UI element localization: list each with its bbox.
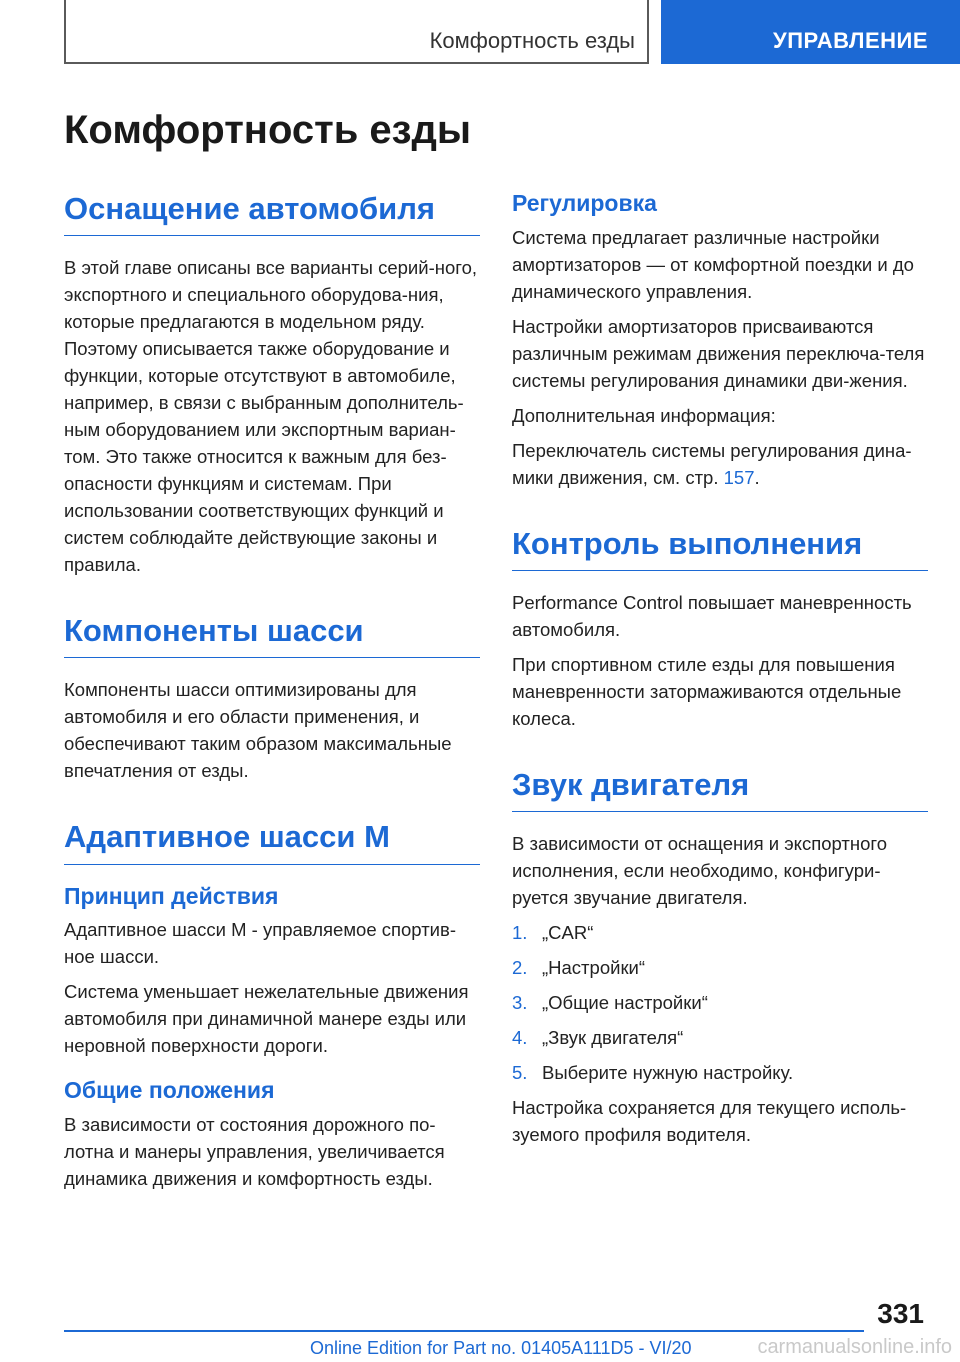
paragraph: При спортивном стиле езды для повышения маневренности затормаживаются отдельные колеса.	[512, 653, 902, 729]
header-chapter-label: УПРАВЛЕНИЕ	[773, 28, 928, 53]
section-title-chassis-components: Компоненты шасси	[64, 612, 480, 658]
paragraph: В зависимости от оснащения и экспортного исполнения, если необходимо, конфигури-руется звучание двигателя.	[512, 832, 888, 908]
list-item	[512, 1024, 928, 1051]
step-text: „CAR“	[542, 921, 594, 943]
list-item	[512, 954, 928, 981]
section-title-adaptive-chassis: Адаптивное шасси M	[64, 818, 480, 864]
paragraph: Настройки амортизаторов присваиваются различным режимам движения переключа-теля системы регулирования динамики дви-жения.	[512, 315, 925, 391]
paragraph-with-link	[512, 437, 928, 491]
step-text: „Общие настройки“	[542, 991, 708, 1013]
section-title-performance-control: Контроль выполнения	[512, 525, 928, 571]
paragraph: В этой главе описаны все варианты серий-ного, экспортного и специального оборудова-ния, которые предлагаются в модельном ряду. Поэтому описывается также оборудование и функции, которые отсутствуют в автомобиле, например, в связи с выбранным дополнитель-ным оборудованием или экспортным вариан-том. Это также относится к важным для без-опасности функциям и системам. При использовании соответствующих функций и систем соблюдайте действующие законы и правила.	[64, 257, 478, 576]
step-number: 4.	[512, 1026, 528, 1048]
header-section-tab	[64, 0, 649, 64]
step-text: „Настройки“	[542, 956, 646, 978]
paragraph: Система уменьшает нежелательные движения автомобиля при динамичной манере езды или неровной поверхности дороги.	[64, 981, 469, 1057]
step-number: 2.	[512, 956, 528, 978]
paragraph: Адаптивное шасси M - управляемое спортив-ное шасси.	[64, 919, 456, 968]
subsection-title-adjustment: Регулировка	[512, 190, 657, 216]
footer-divider	[64, 1330, 864, 1332]
subsection-title-general: Общие положения	[64, 1077, 275, 1104]
step-number: 1.	[512, 921, 528, 943]
right-column	[512, 190, 928, 1156]
paragraph-end: .	[754, 466, 760, 488]
paragraph: Дополнительная информация:	[512, 404, 776, 426]
subsection-title-principle: Принцип действия	[64, 882, 279, 909]
paragraph: Performance Control повышает маневренность автомобиля.	[512, 591, 912, 640]
page-title: Комфортность езды	[64, 108, 472, 152]
paragraph: Настройка сохраняется для текущего исполь-зуемого профиля водителя.	[512, 1096, 907, 1145]
page-number: 331	[877, 1298, 924, 1329]
step-number: 5.	[512, 1061, 528, 1083]
steps-list	[512, 919, 928, 1086]
paragraph: Компоненты шасси оптимизированы для автомобиля и его области применения, и обеспечивают таким образом максимальные впечатления от езды.	[64, 679, 452, 782]
step-number: 3.	[512, 991, 528, 1013]
left-column	[64, 190, 480, 1200]
page-reference-link[interactable]: 157	[723, 466, 755, 488]
paragraph: В зависимости от состояния дорожного по-лотна и манеры управления, увеличивается динамика движения и комфортность езды.	[64, 1113, 445, 1189]
header-chapter-tab	[661, 0, 960, 64]
paragraph-text: Переключатель системы регулирования дина-мики движения, см. стр.	[512, 439, 912, 488]
section-title-equipment: Оснащение автомобиля	[64, 190, 480, 236]
step-text: „Звук двигателя“	[542, 1026, 684, 1048]
list-item	[512, 919, 928, 946]
footer-edition: Online Edition for Part no. 01405A111D5 - VI/20	[310, 1338, 692, 1358]
watermark: carmanualsonline.info	[757, 1336, 952, 1358]
header-section-label: Комфортность езды	[429, 28, 635, 53]
section-title-engine-sound: Звук двигателя	[512, 766, 928, 812]
list-item	[512, 989, 928, 1016]
list-item	[512, 1059, 928, 1086]
step-text: Выберите нужную настройку.	[542, 1061, 794, 1083]
paragraph: Система предлагает различные настройки амортизаторов — от комфортной поездки и до динамического управления.	[512, 226, 914, 302]
